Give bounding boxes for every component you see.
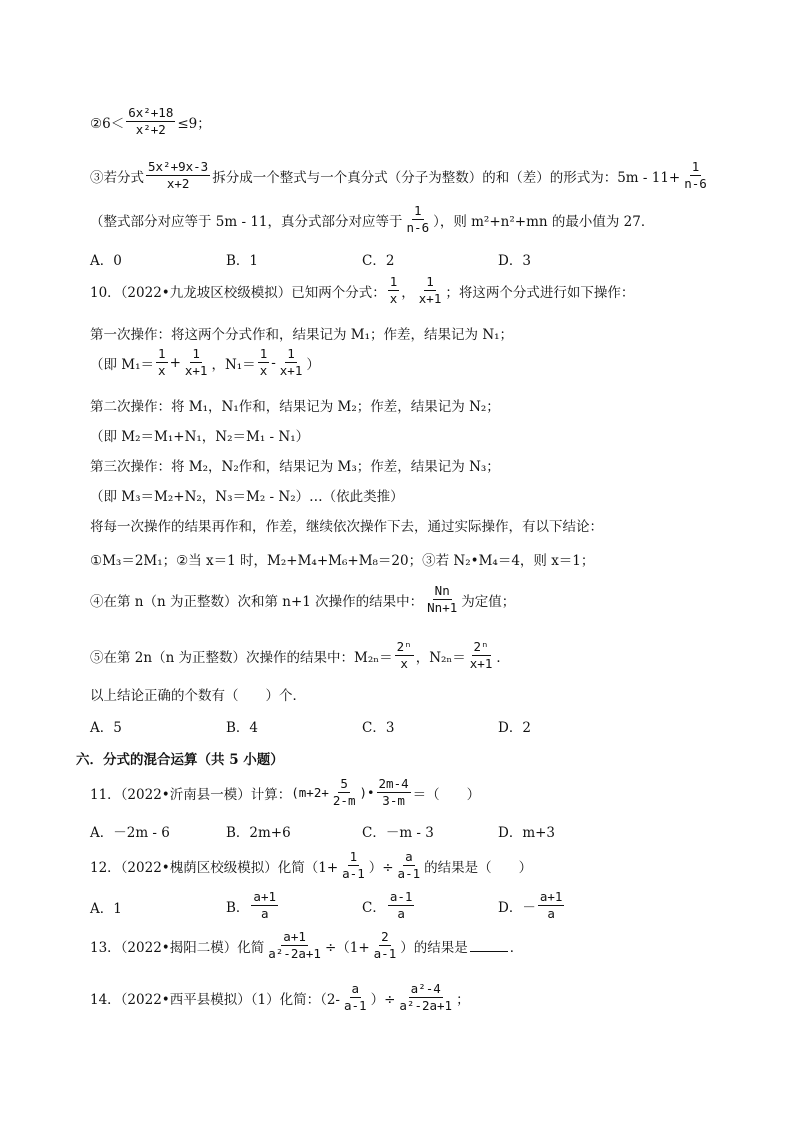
option-b[interactable]: B．1 (226, 253, 259, 269)
q10-op3-text: 第三次操作：将 M₂，N₂作和，结果记为 M₃；作差，结果记为 N₃； (90, 459, 500, 475)
op1-eq-c: ） (306, 356, 320, 373)
denominator: a (547, 906, 555, 922)
fraction (266, 930, 323, 962)
q10-op2-text: 第二次操作：将 M₁，N₁作和，结果记为 M₂；作差，结果记为 N₂； (90, 399, 500, 415)
denominator: 2-m (332, 793, 356, 809)
denominator: x+1 (418, 291, 442, 307)
fraction (156, 347, 168, 379)
option-a[interactable]: A．0 (90, 253, 122, 269)
q10-op3-equation (90, 485, 404, 505)
answer-blank[interactable] (470, 939, 508, 952)
option-b[interactable]: B．4 (226, 720, 259, 736)
statement-3-line2-tail: ），则 m²+n²+mn 的最小值为 27． (433, 213, 655, 230)
q10-stem-tail: ；将这两个分式进行如下操作： (445, 284, 635, 301)
fraction (417, 275, 444, 307)
fraction (682, 160, 709, 192)
fraction (377, 777, 411, 809)
fraction (395, 640, 414, 672)
statement-2 (90, 106, 211, 138)
q10-op3 (90, 455, 500, 475)
q12-mid: ）÷ (368, 859, 394, 876)
option-c-label: C． (362, 899, 386, 916)
q10-op3-eq: （即 M₃＝M₂+N₂，N₃＝M₂ - N₂）…（依此类推） (90, 489, 404, 505)
numerator: a (403, 850, 415, 866)
fraction (405, 204, 432, 236)
numerator: 1 (190, 347, 202, 363)
statement-2-lead: ②6＜ (90, 115, 125, 132)
q10-op2-eq: （即 M₂＝M₁+N₁，N₂＝M₁ - N₁） (90, 429, 310, 445)
q14-lead: 14．（2022•西平县模拟）（1）化简：（2- (90, 991, 340, 1008)
fraction (146, 160, 210, 192)
statement-3-mid: 拆分成一个整式与一个真分式（分子为整数）的和（差）的形式为：5m - 11+ (212, 169, 681, 186)
q10-c123-text: ①M₃＝2M₁；②当 x＝1 时，M₂+M₄+M₆+M₈＝20；③若 N₂•M₄＝4，则 x＝1； (90, 553, 595, 569)
fraction (258, 347, 270, 379)
numerator: 5x²+9x-3 (146, 160, 210, 176)
option-d[interactable]: D．m+3 (498, 825, 556, 841)
numerator: a+1 (251, 890, 278, 906)
numerator: a²-4 (409, 982, 443, 998)
fraction (340, 850, 367, 882)
plus-sign: + (169, 354, 181, 371)
q13-mid: ÷（1+ (324, 939, 370, 956)
c5-mid: ，N₂ₙ＝ (415, 649, 466, 666)
q10-conclusions-123 (90, 549, 594, 569)
statement-3 (90, 160, 711, 192)
denominator: a-1 (373, 946, 397, 962)
option-a[interactable]: A．5 (90, 720, 122, 736)
q13-tail: ）的结果是 (400, 939, 468, 956)
fraction (278, 347, 305, 379)
numerator: 5 (338, 777, 350, 793)
fraction (183, 347, 210, 379)
numerator: 6x²+18 (126, 106, 175, 122)
denominator: x²+2 (135, 122, 166, 138)
q10-op1-text: 第一次操作：将这两个分式作和，结果记为 M₁；作差，结果记为 N₁； (90, 327, 514, 343)
numerator: a+1 (281, 930, 308, 946)
denominator: a²-2a+1 (268, 946, 321, 962)
option-b-label: B． (226, 899, 250, 916)
option-c[interactable] (362, 890, 416, 922)
minus-sign: - (271, 354, 276, 371)
option-a[interactable]: A．1 (90, 901, 122, 917)
q13-stem (90, 930, 523, 962)
denominator: x (158, 363, 166, 379)
numerator: 1 (424, 275, 436, 291)
option-c[interactable]: C．3 (362, 720, 395, 736)
separator: ， (401, 284, 415, 301)
q10-stem (90, 275, 634, 307)
fraction (372, 930, 399, 962)
option-d[interactable]: D．3 (498, 253, 531, 269)
c4-tail: 为定值； (461, 593, 516, 610)
numerator: a (350, 982, 362, 998)
denominator: x (389, 291, 398, 307)
option-d[interactable] (498, 890, 566, 922)
numerator: 1 (690, 160, 702, 176)
section-heading (76, 748, 284, 768)
denominator: x (259, 363, 268, 379)
numerator: a-1 (388, 890, 415, 906)
numerator: 1 (412, 204, 424, 220)
q10-question (90, 684, 306, 704)
q10-conclusion-4 (90, 584, 515, 616)
op1-eq-a: （即 M₁＝ (90, 356, 155, 373)
fraction (331, 777, 358, 809)
denominator: n-6 (406, 220, 430, 236)
fraction (342, 982, 369, 1014)
numerator: a+1 (538, 890, 565, 906)
q10-continue-text: 将每一次操作的结果再作和，作差，继续依次操作下去，通过实际操作，有以下结论： (90, 519, 603, 535)
q10-op1-equation (90, 347, 320, 379)
option-c[interactable]: C．2 (362, 253, 395, 269)
denominator: x+1 (279, 363, 303, 379)
q10-conclusion-5 (90, 640, 510, 672)
denominator: x (400, 656, 408, 672)
q11-lead: 11．（2022•沂南县一模）计算： (90, 786, 292, 803)
fraction (388, 275, 400, 307)
q11-stem (90, 777, 480, 809)
q13-end: ． (509, 939, 524, 956)
fraction (425, 584, 459, 616)
fraction (126, 106, 175, 138)
section-title: 六．分式的混合运算（共 5 小题） (76, 752, 284, 768)
denominator: a²-2a+1 (399, 998, 453, 1014)
denominator: a (397, 906, 405, 922)
q12-stem (90, 850, 532, 882)
q10-continue (90, 515, 603, 535)
q14-stem (90, 982, 470, 1014)
c5-tail: ． (496, 649, 510, 666)
numerator: 1 (388, 275, 400, 291)
fraction (397, 982, 454, 1014)
q11-tail: ＝（ ） (412, 786, 481, 803)
denominator: x+2 (166, 176, 190, 192)
q11-expr-a: (m+2+ (291, 785, 329, 801)
denominator: n-6 (684, 176, 707, 192)
fraction (396, 850, 423, 882)
statement-2-tail: ≤9； (177, 115, 211, 132)
c5-lead: ⑤在第 2n（n 为正整数）次操作的结果中：M₂ₙ＝ (90, 649, 393, 666)
option-a[interactable]: A．－2m - 6 (90, 825, 170, 841)
denominator: 3-m (382, 793, 405, 809)
option-b[interactable] (226, 890, 280, 922)
denominator: x+1 (184, 363, 208, 379)
statement-3-continued (90, 204, 654, 236)
numerator: 2m-4 (377, 777, 411, 793)
q11-expr-b: )• (359, 785, 375, 801)
fraction (538, 890, 565, 922)
denominator: a-1 (397, 866, 421, 882)
numerator: 2 (379, 930, 391, 946)
numerator: 1 (348, 850, 360, 866)
option-d[interactable]: D．2 (498, 720, 531, 736)
q12-tail: 的结果是（ ） (424, 859, 533, 876)
denominator: a-1 (342, 866, 365, 882)
q13-lead: 13．（2022•揭阳二模）化简 (90, 939, 265, 956)
q14-tail: ； (456, 991, 470, 1008)
denominator: Nn+1 (427, 600, 458, 616)
fraction (251, 890, 278, 922)
q12-lead: 12．（2022•槐荫区校级模拟）化简（1+ (90, 859, 339, 876)
q10-op2-equation (90, 425, 309, 445)
numerator: 2ⁿ (395, 640, 414, 656)
option-d-label: D．－ (498, 899, 536, 916)
denominator: a-1 (344, 998, 367, 1014)
q10-op2 (90, 395, 500, 415)
numerator: 1 (258, 347, 270, 363)
statement-3-lead: ③若分式 (90, 169, 144, 186)
q10-op1 (90, 323, 513, 343)
statement-3-line2-lead: （整式部分对应等于 5m - 11，真分式部分对应等于 (90, 213, 403, 230)
denominator: x+1 (469, 656, 493, 672)
fraction (388, 890, 415, 922)
option-b[interactable]: B．2m+6 (226, 825, 291, 841)
op1-eq-b: ，N₁＝ (211, 356, 256, 373)
denominator: a (260, 906, 269, 922)
numerator: 2ⁿ (472, 640, 491, 656)
q14-mid: ）÷ (370, 991, 396, 1008)
q10-ask: 以上结论正确的个数有（ ）个． (90, 688, 306, 704)
fraction (468, 640, 495, 672)
c4-lead: ④在第 n（n 为正整数）次和第 n+1 次操作的结果中： (90, 593, 424, 610)
q10-stem-lead: 10．（2022•九龙坡区校级模拟）已知两个分式： (90, 284, 386, 301)
option-c[interactable]: C．－m - 3 (362, 825, 434, 841)
numerator: Nn (433, 584, 452, 600)
numerator: 1 (156, 347, 168, 363)
numerator: 1 (285, 347, 297, 363)
